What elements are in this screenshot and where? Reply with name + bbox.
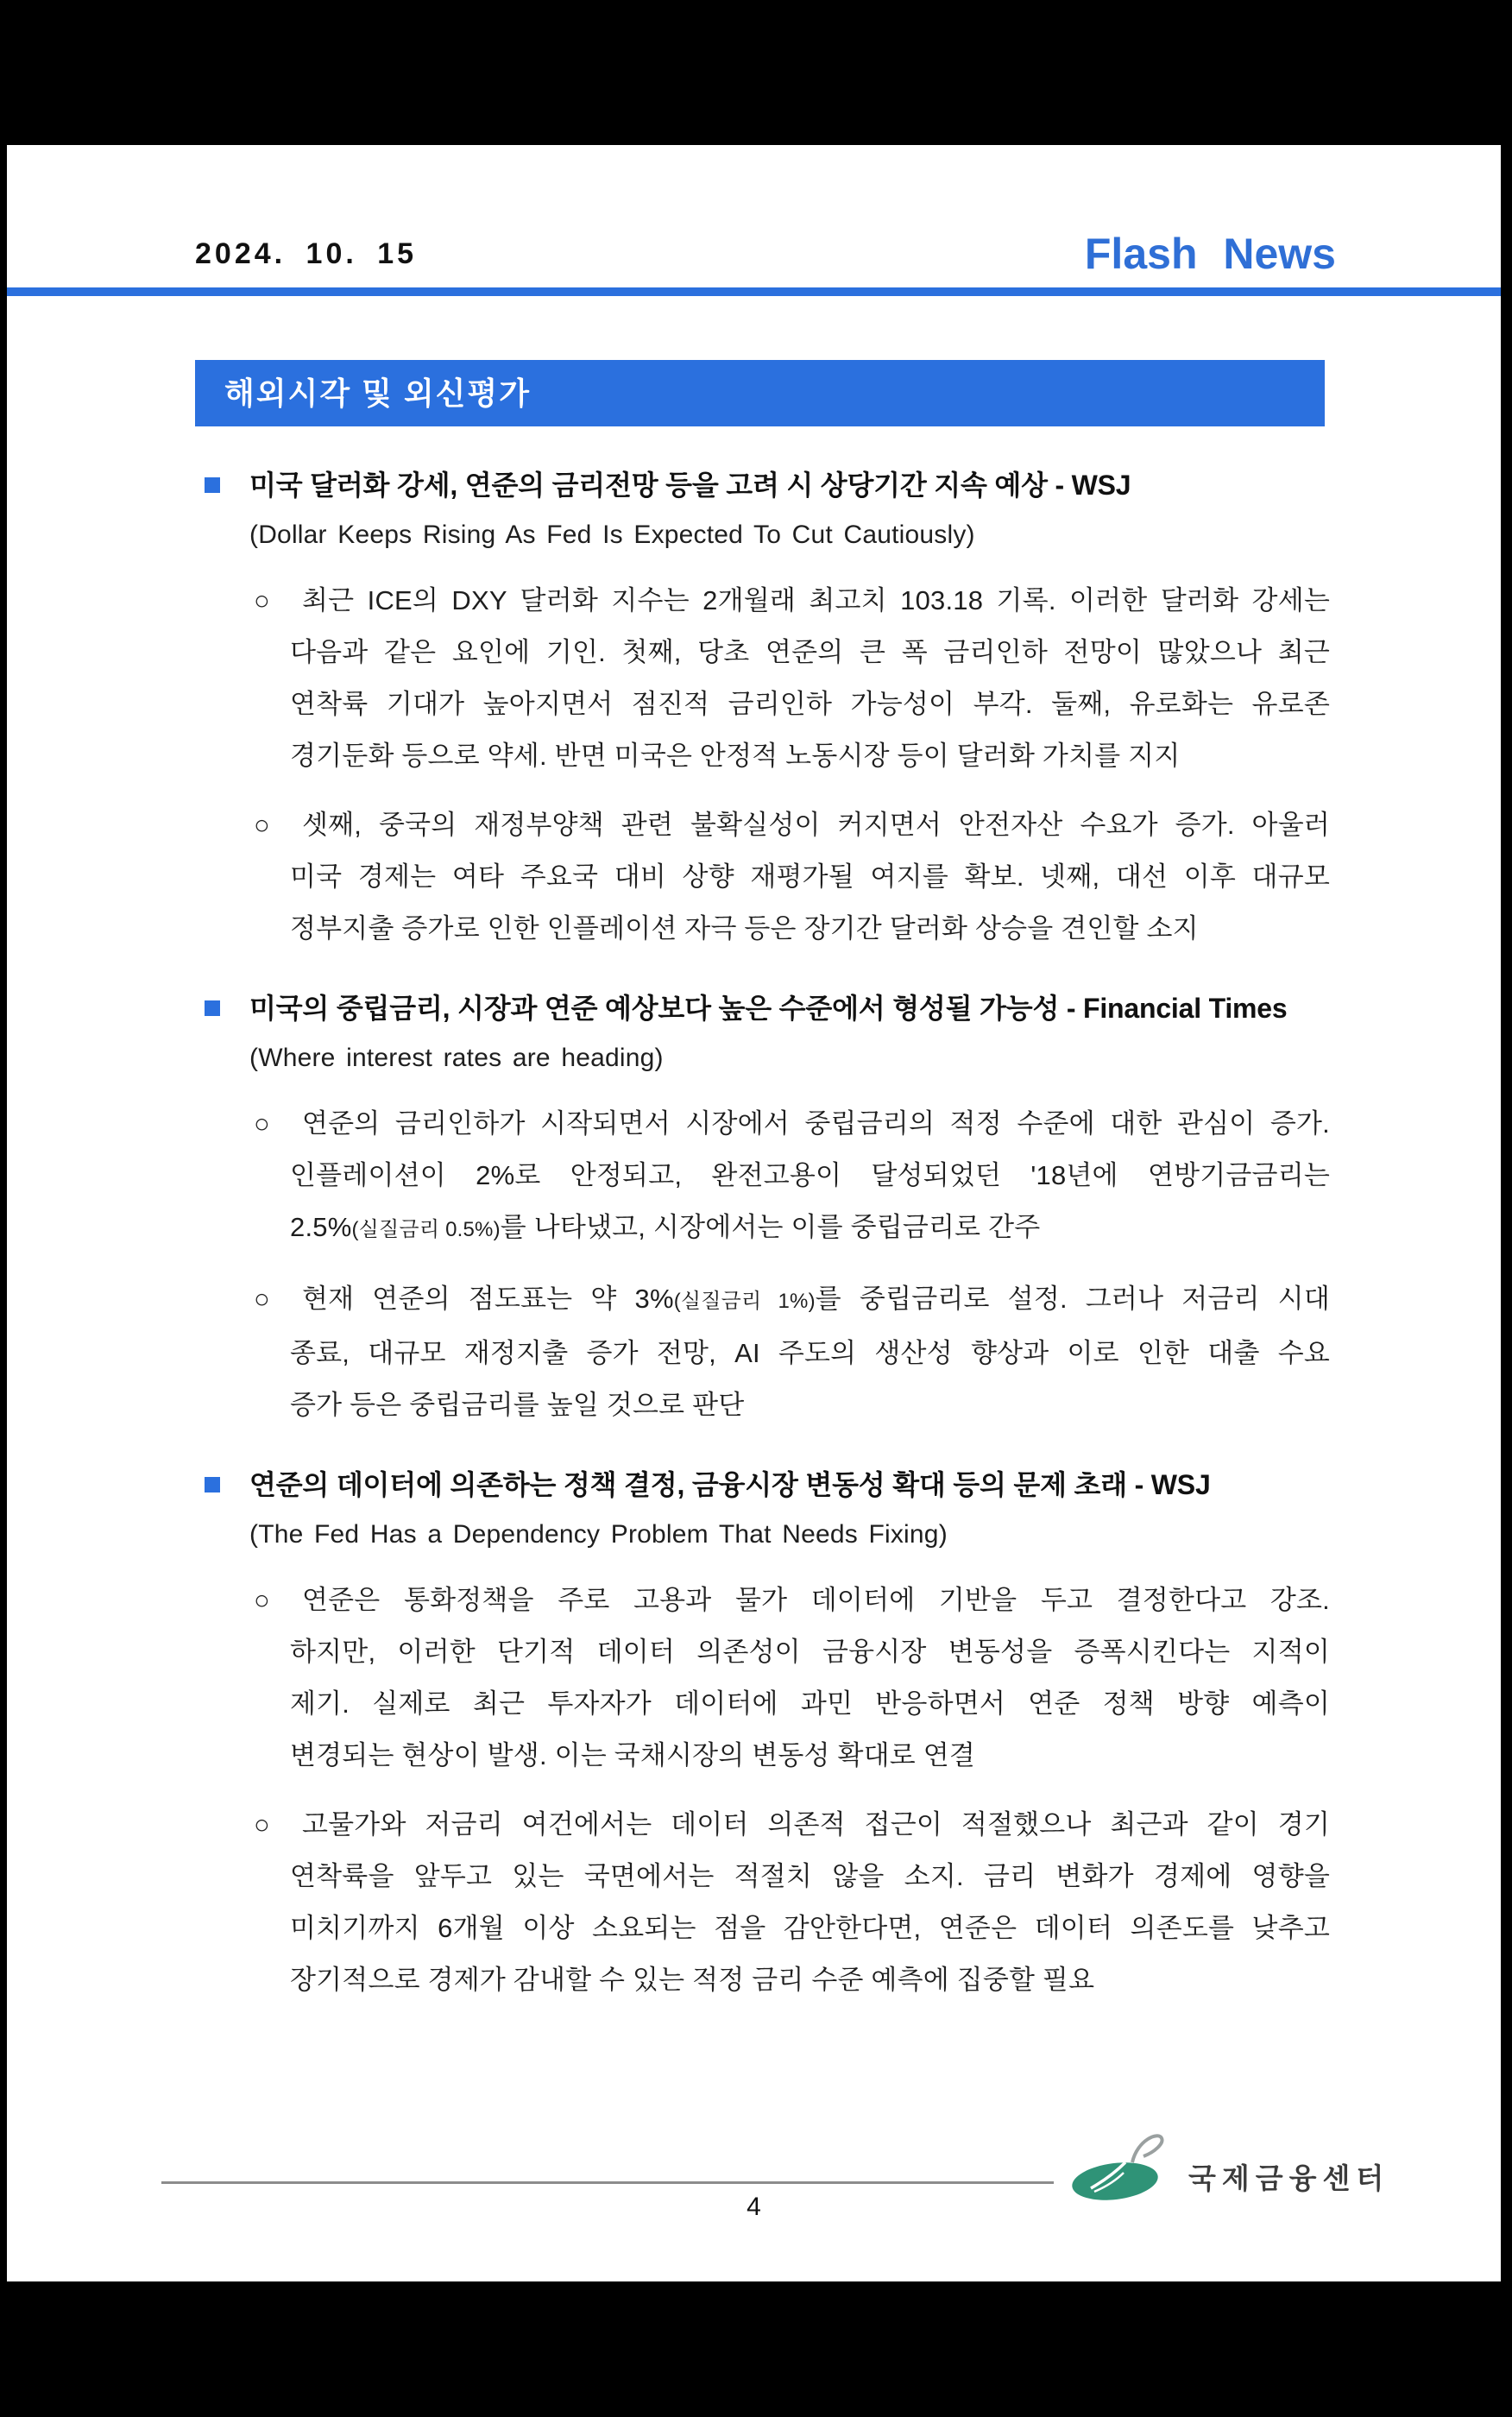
body-text-line: 연준의 금리인하가 시작되면서 시장에서 중립금리의 적정 수준에 대한 관심이 증가. bbox=[302, 1108, 1330, 1139]
body-text-line: 다음과 같은 요인에 기인. 첫째, 당초 연준의 큰 폭 금리인하 전망이 많았으나 최근 bbox=[290, 637, 1330, 667]
square-bullet-icon bbox=[205, 477, 220, 493]
body-text-line: 연착륙 기대가 높아지면서 점진적 금리인하 가능성이 부각. 둘째, 유로화는 유로존 bbox=[290, 689, 1330, 719]
sections-container bbox=[195, 464, 1330, 2006]
section-heading-text: 미국 달러화 강세, 연준의 금리전망 등을 고려 시 상당기간 지속 예상 - WSJ bbox=[249, 470, 1131, 501]
footer-divider bbox=[161, 2181, 1054, 2184]
body-text-line: 하지만, 이러한 단기적 데이터 의존성이 금융시장 변동성을 증폭시킨다는 지적이 bbox=[290, 1637, 1330, 1667]
circle-bullet-icon: ○ bbox=[254, 1585, 270, 1615]
body-text-line: 연준은 통화정책을 주로 고용과 물가 데이터에 기반을 두고 결정한다고 강조. bbox=[302, 1585, 1330, 1615]
bullet-paragraph bbox=[195, 575, 1330, 782]
body-text-line: 증가 등은 중립금리를 높일 것으로 판단 bbox=[290, 1390, 745, 1420]
body-text-line: 종료, 대규모 재정지출 증가 전망, AI 주도의 생산성 향상과 이로 인한 대출 수요 bbox=[290, 1338, 1330, 1368]
body-text-line: 2.5%(실질금리 0.5%)를 나타냈고, 시장에서는 이를 중립금리로 간주 bbox=[290, 1212, 1041, 1242]
content-column bbox=[195, 360, 1330, 2006]
section-heading bbox=[195, 464, 1330, 506]
body-text-line: 변경되는 현상이 발생. 이는 국채시장의 변동성 확대로 연결 bbox=[290, 1740, 976, 1770]
section-header-bar bbox=[195, 360, 1325, 426]
kcif-logo-text: 국제금융센터 bbox=[1188, 2161, 1390, 2194]
body-text-line: 최근 ICE의 DXY 달러화 지수는 2개월래 최고치 103.18 기록. 이러한 달러화 강세는 bbox=[302, 585, 1330, 615]
inline-small-text: (실질금리 0.5%) bbox=[351, 1218, 501, 1241]
bullet-paragraph bbox=[195, 1575, 1330, 1782]
section-heading-text: 연준의 데이터에 의존하는 정책 결정, 금융시장 변동성 확대 등의 문제 초래 - WSJ bbox=[249, 1469, 1211, 1500]
news-section bbox=[195, 988, 1330, 1431]
section-header-title: 해외시각 및 외신평가 bbox=[224, 375, 531, 411]
body-text-line: 경기둔화 등으로 약세. 반면 미국은 안정적 노동시장 등이 달러화 가치를 지지 bbox=[290, 741, 1181, 771]
header-divider bbox=[7, 287, 1501, 296]
document-date: 2024. 10. 15 bbox=[195, 237, 418, 270]
document-header bbox=[195, 221, 1336, 276]
circle-bullet-icon: ○ bbox=[254, 1809, 270, 1840]
circle-bullet-icon: ○ bbox=[254, 810, 270, 840]
circle-bullet-icon: ○ bbox=[254, 1108, 270, 1139]
section-heading bbox=[195, 988, 1330, 1029]
page-number: 4 bbox=[747, 2193, 761, 2221]
section-subtitle: (Where interest rates are heading) bbox=[249, 1044, 664, 1072]
body-text-line: 미국 경제는 여타 주요국 대비 상향 재평가될 여지를 확보. 넷째, 대선 이후 대규모 bbox=[290, 861, 1330, 892]
body-text-line: 장기적으로 경제가 감내할 수 있는 적정 금리 수준 예측에 집중할 필요 bbox=[290, 1965, 1095, 1995]
bullet-paragraph bbox=[195, 799, 1330, 955]
body-text-line: 셋째, 중국의 재정부양책 관련 불확실성이 커지면서 안전자산 수요가 증가. 아울러 bbox=[302, 810, 1330, 840]
document-page bbox=[7, 145, 1501, 2281]
square-bullet-icon bbox=[205, 1477, 220, 1492]
body-text-line: 제기. 실제로 최근 투자자가 데이터에 과민 반응하면서 연준 정책 방향 예측이 bbox=[290, 1688, 1330, 1719]
body-text-line: 현재 연준의 점도표는 약 3%(실질금리 1%)를 중립금리로 설정. 그러나 저금리 시대 bbox=[302, 1284, 1330, 1314]
square-bullet-icon bbox=[205, 1000, 220, 1016]
section-subtitle: (Dollar Keeps Rising As Fed Is Expected To Cut Cautiously) bbox=[249, 521, 975, 549]
section-heading-text: 미국의 중립금리, 시장과 연준 예상보다 높은 수준에서 형성될 가능성 - Financial Times bbox=[249, 993, 1288, 1024]
news-section bbox=[195, 464, 1330, 955]
body-text-line: 인플레이션이 2%로 안정되고, 완전고용이 달성되었던 '18년에 연방기금금리는 bbox=[290, 1160, 1330, 1190]
circle-bullet-icon: ○ bbox=[254, 585, 270, 615]
inline-small-text: (실질금리 1%) bbox=[673, 1290, 816, 1313]
body-text-line: 미치기까지 6개월 이상 소요되는 점을 감안한다면, 연준은 데이터 의존도를 낮추고 bbox=[290, 1913, 1330, 1943]
logo-swoosh bbox=[1132, 2136, 1162, 2162]
body-text-line: 고물가와 저금리 여건에서는 데이터 의존적 접근이 적절했으나 최근과 같이 경기 bbox=[302, 1809, 1330, 1840]
body-text-line: 정부지출 증가로 인한 인플레이션 자극 등은 장기간 달러화 상승을 견인할 소지 bbox=[290, 913, 1199, 943]
bullet-paragraph bbox=[195, 1098, 1330, 1256]
section-heading bbox=[195, 1464, 1330, 1505]
news-section bbox=[195, 1464, 1330, 2006]
body-text-line: 연착륙을 앞두고 있는 국면에서는 적절치 않을 소지. 금리 변화가 경제에 영향을 bbox=[290, 1861, 1330, 1891]
circle-bullet-icon: ○ bbox=[254, 1284, 270, 1314]
bullet-paragraph bbox=[195, 1273, 1330, 1431]
bullet-paragraph bbox=[195, 1799, 1330, 2006]
brand-title: Flash News bbox=[1084, 230, 1336, 278]
section-subtitle: (The Fed Has a Dependency Problem That Needs Fixing) bbox=[249, 1520, 948, 1549]
